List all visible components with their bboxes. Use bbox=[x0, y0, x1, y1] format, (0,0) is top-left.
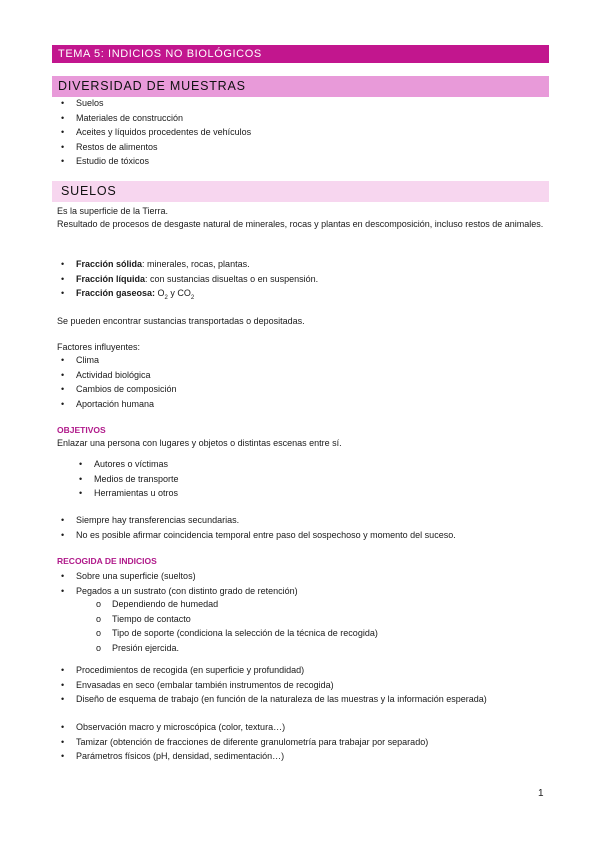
list-item: • Observación macro y microscópica (color, textura…) bbox=[61, 722, 286, 732]
subheading-recogida: RECOGIDA DE INDICIOS bbox=[57, 556, 157, 566]
list-item: • Herramientas u otros bbox=[79, 488, 179, 498]
list-item: • No es posible afirmar coincidencia temporal entre paso del sospechoso y momento del suceso. bbox=[61, 529, 456, 540]
list-item: • Diseño de esquema de trabajo (en función de la naturaleza de las muestras y la información esperada) bbox=[61, 694, 487, 704]
recogida-sublist bbox=[96, 597, 378, 655]
list-item: • Autores o víctimas bbox=[79, 459, 169, 469]
list-item: • Cambios de composición bbox=[61, 384, 177, 394]
list-item: • Medios de transporte bbox=[79, 473, 179, 484]
list-item: • Tamizar (obtención de fracciones de diferente granulometría para trabajar por separado) bbox=[61, 736, 429, 747]
paragraph: Enlazar una persona con lugares y objetos o distintas escenas entre sí. bbox=[57, 438, 342, 448]
list-item: • Suelos bbox=[61, 98, 104, 108]
section-heading-diversidad: DIVERSIDAD DE MUESTRAS bbox=[52, 76, 549, 97]
list-item: • Fracción sólida: minerales, rocas, plantas. bbox=[61, 259, 250, 269]
list-item: • Sobre una superficie (sueltos) bbox=[61, 571, 196, 581]
diversidad-list bbox=[61, 96, 252, 169]
list-item: • Actividad biológica bbox=[61, 369, 151, 380]
list-item: • Pegados a un sustrato (con distinto grado de retención) bbox=[61, 585, 298, 596]
topic-header: TEMA 5: INDICIOS NO BIOLÓGICOS bbox=[52, 45, 549, 63]
paragraph: Resultado de procesos de desgaste natural de minerales, rocas y plantas en descomposición, incluso restos de animales. bbox=[57, 219, 544, 229]
factores-label: Factores influyentes: bbox=[57, 342, 141, 352]
objetivos-list bbox=[79, 457, 179, 501]
section-heading-suelos: SUELOS bbox=[52, 181, 549, 202]
list-item: • Restos de alimentos bbox=[61, 141, 158, 152]
list-item: o Tipo de soporte (condiciona la selección de la técnica de recogida) bbox=[96, 628, 378, 638]
page-number: 1 bbox=[538, 788, 544, 799]
list-item: • Procedimientos de recogida (en superficie y profundidad) bbox=[61, 665, 305, 675]
list-item: o Presión ejercida. bbox=[96, 642, 180, 653]
subheading-objetivos: OBJETIVOS bbox=[57, 425, 106, 435]
list-item: o Tiempo de contacto bbox=[96, 613, 191, 624]
list-item: • Materiales de construcción bbox=[61, 112, 184, 123]
list-item: • Parámetros físicos (pH, densidad, sedimentación…) bbox=[61, 751, 285, 761]
recogida-group3 bbox=[61, 720, 429, 764]
list-item: • Aceites y líquidos procedentes de vehículos bbox=[61, 127, 252, 137]
list-item: • Envasadas en seco (embalar también instrumentos de recogida) bbox=[61, 679, 334, 690]
list-item: • Aportación humana bbox=[61, 398, 155, 409]
list-item: • Clima bbox=[61, 355, 100, 365]
paragraph: Es la superficie de la Tierra. bbox=[57, 206, 169, 216]
list-item: • Estudio de tóxicos bbox=[61, 156, 150, 166]
factores-list bbox=[61, 353, 177, 411]
list-item: • Fracción líquida: con sustancias disueltas o en suspensión. bbox=[61, 273, 319, 284]
fractions-list bbox=[61, 257, 319, 305]
list-item: o Dependiendo de humedad bbox=[96, 599, 219, 609]
list-item: • Siempre hay transferencias secundarias. bbox=[61, 515, 240, 525]
paragraph: Se pueden encontrar sustancias transportadas o depositadas. bbox=[57, 316, 305, 326]
list-item: • Fracción gaseosa: $O_2$ y $CO_2$ bbox=[61, 288, 195, 301]
objetivos-notes bbox=[61, 513, 456, 542]
recogida-group2 bbox=[61, 663, 487, 707]
recogida-list bbox=[61, 569, 298, 598]
